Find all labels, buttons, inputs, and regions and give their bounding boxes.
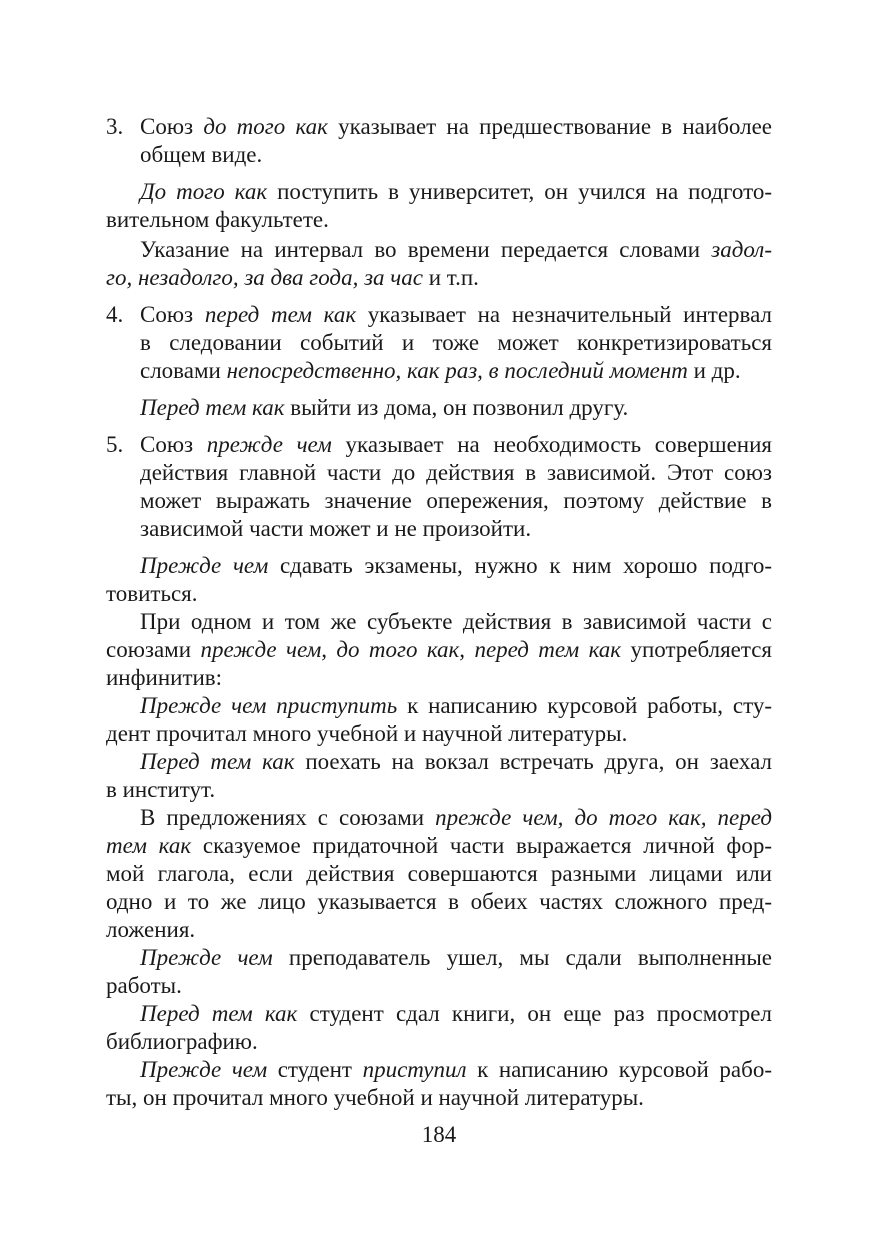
line: 5. Союз прежде чем указывает на необходимость совершения xyxy=(106,432,772,457)
line: действия главной части до действия в зависимой. Этот союз xyxy=(140,460,772,485)
example-10 xyxy=(106,1056,772,1112)
line: Указание на интервал во времени передается словами задол- xyxy=(140,237,772,262)
example-8 xyxy=(106,944,772,1000)
list-number: 4. xyxy=(106,302,124,327)
line: Прежде чем преподаватель ушел, мы сдали выполненные xyxy=(140,945,772,970)
line: 4. Союз перед тем как указывает на незначительный интервал xyxy=(106,302,773,327)
line: словами непосредственно, как раз, в последний момент и др. xyxy=(140,358,741,383)
line: Перед тем как поехать на вокзал встречать друга, он заехал xyxy=(140,749,772,774)
line: общем виде. xyxy=(140,142,263,167)
page-body xyxy=(106,113,772,1112)
line: одно и то же лицо указывается в обеих частях сложного пред- xyxy=(106,889,772,914)
line: В предложениях с союзами прежде чем, до того как, перед xyxy=(140,805,772,830)
line: Перед тем как студент сдал книги, он еще раз просмотрел xyxy=(140,1001,772,1026)
line: товиться. xyxy=(106,581,198,606)
note-interval xyxy=(106,236,772,292)
list-item-5 xyxy=(106,431,772,543)
example-4 xyxy=(106,394,772,422)
line: инфинитив: xyxy=(106,665,223,690)
line: зависимой части может и не произойти. xyxy=(140,516,532,541)
example-6 xyxy=(106,692,772,748)
paragraph-personal-form xyxy=(106,804,772,944)
page-number: 184 xyxy=(421,1122,457,1147)
line: го, незадолго, за два года, за час и т.п. xyxy=(106,265,479,290)
example-3 xyxy=(106,178,772,234)
paragraph-infinitive xyxy=(106,608,772,692)
line: в следовании событий и тоже может конкретизироваться xyxy=(140,330,772,355)
example-7 xyxy=(106,748,772,804)
line: дент прочитал много учебной и научной литературы. xyxy=(106,721,628,746)
line: При одном и том же субъекте действия в зависимой части с xyxy=(140,609,772,634)
line: Прежде чем студент приступил к написанию курсовой рабо- xyxy=(140,1057,772,1082)
line: ты, он прочитал много учебной и научной литературы. xyxy=(106,1085,644,1110)
list-number: 5. xyxy=(106,432,124,457)
line: 3. Союз до того как указывает на предшествование в наиболее xyxy=(106,114,772,139)
line: мой глагола, если действия совершаются разными лицами или xyxy=(106,861,772,886)
list-number: 3. xyxy=(106,114,124,139)
list-item-3 xyxy=(106,113,772,169)
line: может выражать значение опережения, поэтому действие в xyxy=(140,488,772,513)
line: вительном факультете. xyxy=(106,207,329,232)
line: Прежде чем сдавать экзамены, нужно к ним хорошо подго- xyxy=(140,553,772,578)
line: Прежде чем приступить к написанию курсовой работы, сту- xyxy=(140,693,772,718)
example-9 xyxy=(106,1000,772,1056)
line: союзами прежде чем, до того как, перед тем как употребляется xyxy=(106,637,773,662)
line: Перед тем как выйти из дома, он позвонил другу. xyxy=(140,395,629,420)
line: библиографию. xyxy=(106,1029,258,1054)
line: работы. xyxy=(106,973,182,998)
example-5 xyxy=(106,552,772,608)
list-item-4 xyxy=(106,301,772,385)
line: в институт. xyxy=(106,777,216,802)
line: ложения. xyxy=(106,917,196,942)
line: До того как поступить в университет, он учился на подгото- xyxy=(140,179,772,204)
line: тем как сказуемое придаточной части выражается личной фор- xyxy=(106,833,772,858)
